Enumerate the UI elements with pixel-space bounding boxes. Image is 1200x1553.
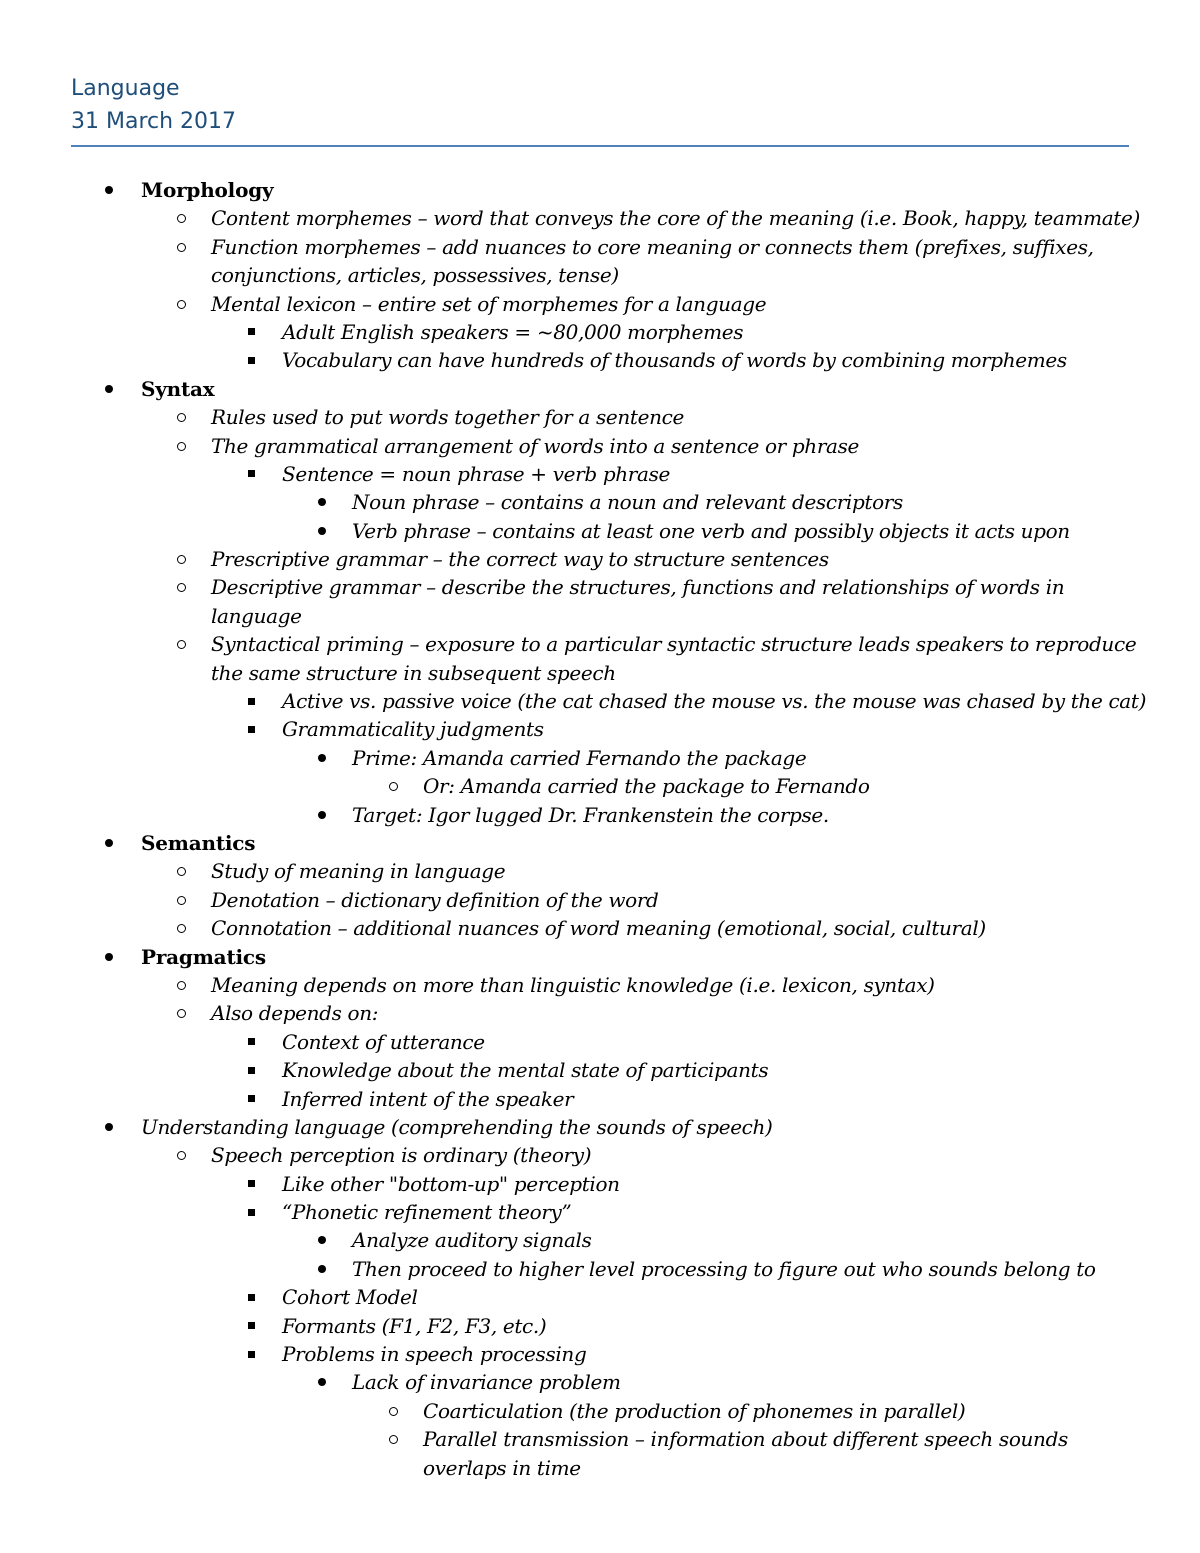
outline-text: Formants (F1, F2, F3, etc.) bbox=[282, 1313, 547, 1338]
outline-text: Vocabulary can have hundreds of thousands of words by combining morphemes bbox=[282, 348, 1067, 373]
outline-item-level-1 bbox=[0, 375, 1200, 403]
bullet-square-icon bbox=[248, 346, 268, 374]
outline-text: Prescriptive grammar – the correct way to structure sentences bbox=[211, 547, 829, 572]
bullet-square-icon bbox=[248, 460, 268, 488]
outline-text: Rules used to put words together for a sentence bbox=[211, 405, 684, 430]
outline-text: Also depends on: bbox=[211, 1001, 379, 1026]
outline-line-continuation bbox=[0, 261, 1200, 289]
outline-item-level-4 bbox=[0, 801, 1200, 829]
outline-text: Content morphemes – word that conveys the core of the meaning (i.e. Book, happy, teammate) bbox=[211, 206, 1140, 231]
outline-text: Sentence = noun phrase + verb phrase bbox=[282, 461, 670, 486]
outline-item-level-4 bbox=[0, 517, 1200, 545]
outline-item-level-3 bbox=[0, 346, 1200, 374]
bullet-square-icon bbox=[248, 687, 268, 715]
outline-text: Like other "bottom-up" perception bbox=[282, 1171, 620, 1196]
bullet-circle-icon bbox=[177, 290, 197, 318]
bullet-circle-icon bbox=[177, 573, 197, 601]
outline-item-level-2 bbox=[0, 971, 1200, 999]
bullet-square-icon bbox=[248, 1283, 268, 1311]
bullet-square-icon bbox=[248, 1028, 268, 1056]
outline-item-level-2 bbox=[0, 545, 1200, 573]
bullet-circle-icon bbox=[177, 914, 197, 942]
outline-text: Inferred intent of the speaker bbox=[282, 1086, 574, 1111]
bullet-square-icon bbox=[248, 715, 268, 743]
bullet-square-icon bbox=[248, 1085, 268, 1113]
bullet-dot-icon bbox=[318, 744, 338, 772]
outline-item-level-3 bbox=[0, 1170, 1200, 1198]
outline-item-level-3 bbox=[0, 318, 1200, 346]
bullet-circle-icon bbox=[389, 772, 409, 800]
bullet-circle-icon bbox=[177, 233, 197, 261]
outline-item-level-3 bbox=[0, 1085, 1200, 1113]
outline-item-level-1 bbox=[0, 176, 1200, 204]
outline-item-level-2 bbox=[0, 403, 1200, 431]
outline-text: Adult English speakers = ~80,000 morphemes bbox=[282, 319, 744, 344]
bullet-circle-icon bbox=[177, 971, 197, 999]
bullet-dot-icon bbox=[105, 375, 125, 403]
bullet-square-icon bbox=[248, 1340, 268, 1368]
outline-item-level-3 bbox=[0, 1198, 1200, 1226]
bullet-dot-icon bbox=[318, 1226, 338, 1254]
outline-line-continuation bbox=[0, 1454, 1200, 1482]
outline-item-level-1 bbox=[0, 1113, 1200, 1141]
outline-item-level-2 bbox=[0, 290, 1200, 318]
outline-text: Descriptive grammar – describe the structures, functions and relationships of words in bbox=[211, 575, 1065, 600]
bullet-circle-icon bbox=[389, 1425, 409, 1453]
outline-text: Then proceed to higher level processing to figure out who sounds belong to bbox=[352, 1256, 1096, 1281]
bullet-circle-icon bbox=[177, 630, 197, 658]
outline-item-level-1 bbox=[0, 829, 1200, 857]
bullet-circle-icon bbox=[177, 857, 197, 885]
outline-item-level-2 bbox=[0, 573, 1200, 601]
outline-text: conjunctions, articles, possessives, tense) bbox=[211, 263, 619, 288]
outline-line-continuation bbox=[0, 602, 1200, 630]
section-heading: Semantics bbox=[141, 830, 256, 855]
outline-item-level-2 bbox=[0, 999, 1200, 1027]
section-heading: Pragmatics bbox=[141, 944, 266, 969]
outline-text: Grammaticality judgments bbox=[282, 717, 544, 742]
outline-item-level-2 bbox=[0, 1141, 1200, 1169]
outline-item-level-2 bbox=[0, 914, 1200, 942]
bullet-dot-icon bbox=[105, 829, 125, 857]
outline-item-level-2 bbox=[0, 630, 1200, 658]
outline-item-level-3 bbox=[0, 460, 1200, 488]
outline-text: Prime: Amanda carried Fernando the package bbox=[352, 745, 807, 770]
outline-item-level-2 bbox=[0, 432, 1200, 460]
outline-text: “Phonetic refinement theory” bbox=[282, 1200, 572, 1225]
outline-line-continuation bbox=[0, 659, 1200, 687]
outline-text: Target: Igor lugged Dr. Frankenstein the corpse. bbox=[352, 802, 829, 827]
outline-item-level-2 bbox=[0, 886, 1200, 914]
outline-item-level-4 bbox=[0, 1226, 1200, 1254]
outline-text: Active vs. passive voice (the cat chased the mouse vs. the mouse was chased by the cat) bbox=[282, 689, 1147, 714]
outline-text: the same structure in subsequent speech bbox=[211, 660, 616, 685]
outline-item-level-3 bbox=[0, 687, 1200, 715]
bullet-square-icon bbox=[248, 1056, 268, 1084]
bullet-dot-icon bbox=[105, 176, 125, 204]
bullet-dot-icon bbox=[105, 943, 125, 971]
outline-text: Knowledge about the mental state of participants bbox=[282, 1058, 769, 1083]
outline-item-level-5 bbox=[0, 1425, 1200, 1453]
outline-text: Context of utterance bbox=[282, 1029, 485, 1054]
outline-text: language bbox=[211, 603, 302, 628]
document-date: 31 March 2017 bbox=[71, 109, 237, 134]
bullet-circle-icon bbox=[177, 545, 197, 573]
outline-text: Or: Amanda carried the package to Fernando bbox=[423, 774, 870, 799]
outline-text: Syntactical priming – exposure to a particular syntactic structure leads speakers to reproduce bbox=[211, 632, 1137, 657]
outline-item-level-3 bbox=[0, 1312, 1200, 1340]
bullet-square-icon bbox=[248, 1170, 268, 1198]
outline-text: Function morphemes – add nuances to core meaning or connects them (prefixes, suffixes, bbox=[211, 234, 1094, 259]
outline-text: overlaps in time bbox=[423, 1455, 581, 1480]
outline-text: Denotation – dictionary definition of the word bbox=[211, 887, 659, 912]
bullet-circle-icon bbox=[177, 403, 197, 431]
bullet-dot-icon bbox=[318, 1255, 338, 1283]
header-divider bbox=[71, 145, 1129, 147]
outline-text: Cohort Model bbox=[282, 1285, 418, 1310]
outline-item-level-4 bbox=[0, 1368, 1200, 1396]
bullet-circle-icon bbox=[177, 432, 197, 460]
document-header bbox=[71, 72, 1129, 138]
outline-item-level-2 bbox=[0, 204, 1200, 232]
outline-item-level-1 bbox=[0, 943, 1200, 971]
outline-item-level-4 bbox=[0, 488, 1200, 516]
bullet-circle-icon bbox=[177, 1141, 197, 1169]
bullet-circle-icon bbox=[177, 999, 197, 1027]
outline-text: Verb phrase – contains at least one verb and possibly objects it acts upon bbox=[352, 518, 1070, 543]
outline-text: Meaning depends on more than linguistic knowledge (i.e. lexicon, syntax) bbox=[211, 972, 935, 997]
outline-item-level-5 bbox=[0, 1397, 1200, 1425]
outline-text: Lack of invariance problem bbox=[352, 1370, 621, 1395]
outline-text: Analyze auditory signals bbox=[352, 1228, 592, 1253]
outline-item-level-4 bbox=[0, 1255, 1200, 1283]
outline-item-level-3 bbox=[0, 1340, 1200, 1368]
outline-text: Understanding language (comprehending the sounds of speech) bbox=[141, 1114, 773, 1139]
outline-text: Coarticulation (the production of phonemes in parallel) bbox=[423, 1398, 966, 1423]
outline-item-level-5 bbox=[0, 772, 1200, 800]
bullet-circle-icon bbox=[177, 886, 197, 914]
bullet-square-icon bbox=[248, 1312, 268, 1340]
bullet-dot-icon bbox=[105, 1113, 125, 1141]
outline-item-level-3 bbox=[0, 1283, 1200, 1311]
outline-item-level-4 bbox=[0, 744, 1200, 772]
outline-item-level-2 bbox=[0, 233, 1200, 261]
outline-text: The grammatical arrangement of words into a sentence or phrase bbox=[211, 433, 860, 458]
bullet-square-icon bbox=[248, 1198, 268, 1226]
bullet-dot-icon bbox=[318, 488, 338, 516]
outline-text: Noun phrase – contains a noun and relevant descriptors bbox=[352, 490, 903, 515]
bullet-dot-icon bbox=[318, 801, 338, 829]
bullet-dot-icon bbox=[318, 517, 338, 545]
bullet-square-icon bbox=[248, 318, 268, 346]
outline-text: Connotation – additional nuances of word meaning (emotional, social, cultural) bbox=[211, 916, 986, 941]
outline-item-level-3 bbox=[0, 715, 1200, 743]
document-title: Language bbox=[71, 76, 180, 101]
outline-text: Mental lexicon – entire set of morphemes for a language bbox=[211, 291, 767, 316]
outline-item-level-2 bbox=[0, 857, 1200, 885]
bullet-circle-icon bbox=[177, 204, 197, 232]
outline-text: Speech perception is ordinary (theory) bbox=[211, 1143, 592, 1168]
outline-item-level-3 bbox=[0, 1028, 1200, 1056]
outline-text: Parallel transmission – information about different speech sounds bbox=[423, 1427, 1068, 1452]
outline-text: Problems in speech processing bbox=[282, 1342, 587, 1367]
bullet-dot-icon bbox=[318, 1368, 338, 1396]
outline-item-level-3 bbox=[0, 1056, 1200, 1084]
notes-outline bbox=[0, 176, 1200, 1482]
section-heading: Syntax bbox=[141, 376, 215, 401]
outline-text: Study of meaning in language bbox=[211, 859, 506, 884]
bullet-circle-icon bbox=[389, 1397, 409, 1425]
section-heading: Morphology bbox=[141, 178, 274, 202]
